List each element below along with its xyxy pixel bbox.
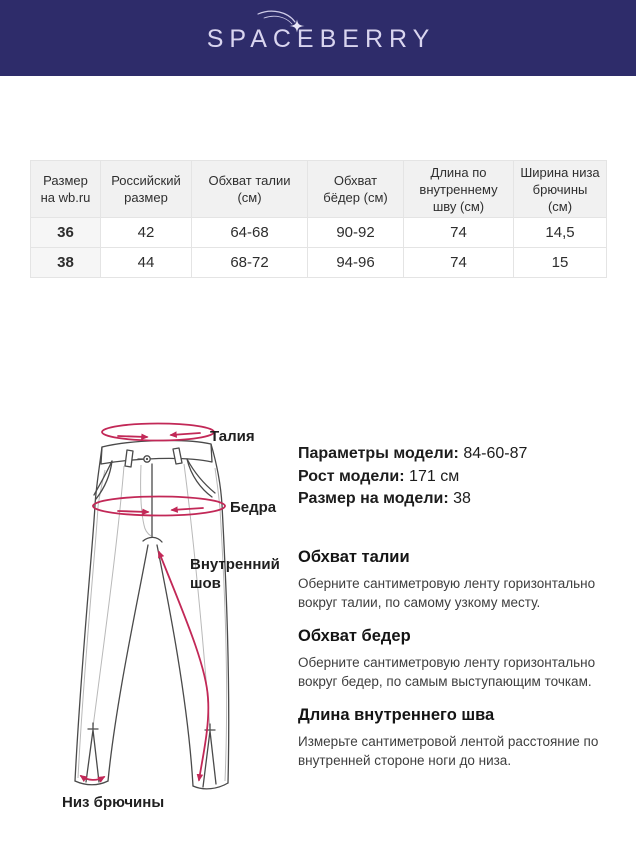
diagram-label-inseam: Внутренний шов: [190, 556, 280, 592]
pants-diagram: [40, 408, 300, 838]
model-size-line: [298, 488, 614, 511]
model-size-value: 38: [453, 490, 471, 507]
measure-guide: [298, 547, 614, 771]
brand-logo: SPACEBERRY: [206, 25, 436, 53]
size-cell: 64-68: [192, 218, 308, 248]
model-height-value: 171 см: [409, 467, 460, 485]
model-parameters-value: 84-60-87: [463, 445, 528, 462]
size-col-header: Длина по внутреннему шву (см): [404, 161, 514, 218]
model-info-column: [298, 443, 614, 784]
guide-title-inseam: Длина внутреннего шва: [298, 705, 495, 724]
size-cell: 44: [101, 248, 192, 278]
size-cell: 90-92: [308, 218, 404, 248]
guide-title-hips: Обхват бедер: [298, 626, 411, 645]
model-size-label: Размер на модели:: [298, 490, 449, 507]
diagram-label-hips: Бедра: [230, 499, 277, 516]
diagram-label-waist: Талия: [210, 428, 255, 445]
size-col-header: Размер на wb.ru: [31, 161, 101, 218]
size-cell: 94-96: [308, 248, 404, 278]
model-parameters-line: [298, 443, 614, 466]
size-col-header: Обхват талии (см): [192, 161, 308, 218]
size-col-header: Российский размер: [101, 161, 192, 218]
diagram-label-hem: Низ брючины: [62, 794, 165, 811]
size-cell: 38: [31, 248, 101, 278]
guide-text-hips: Оберните сантиметровую ленту горизонтально вокруг бедер, по самым выступающим точкам.: [298, 654, 596, 689]
size-cell: 42: [101, 218, 192, 248]
size-table: [30, 160, 607, 278]
guide-text-waist: Оберните сантиметровую ленту горизонтально вокруг талии, по самому узкому месту.: [298, 575, 596, 610]
size-cell: 15: [514, 248, 607, 278]
size-cell: 74: [404, 218, 514, 248]
size-table-row: [31, 248, 607, 278]
model-height-line: [298, 466, 614, 489]
size-cell: 14,5: [514, 218, 607, 248]
size-cell: 74: [404, 248, 514, 278]
size-cell: 36: [31, 218, 101, 248]
model-height-label: Рост модели:: [298, 467, 405, 485]
size-col-header: Ширина низа брючины (см): [514, 161, 607, 218]
brand-header: [0, 0, 636, 76]
size-table-header-row: [31, 161, 607, 218]
guide-title-waist: Обхват талии: [298, 547, 410, 566]
size-col-header: Обхват бёдер (см): [308, 161, 404, 218]
size-cell: 68-72: [192, 248, 308, 278]
guide-text-inseam: Измерьте сантиметровой лентой расстояние по внутренней стороне ноги до низа.: [298, 733, 599, 768]
model-parameters-label: Параметры модели:: [298, 445, 459, 462]
size-table-row: [31, 218, 607, 248]
